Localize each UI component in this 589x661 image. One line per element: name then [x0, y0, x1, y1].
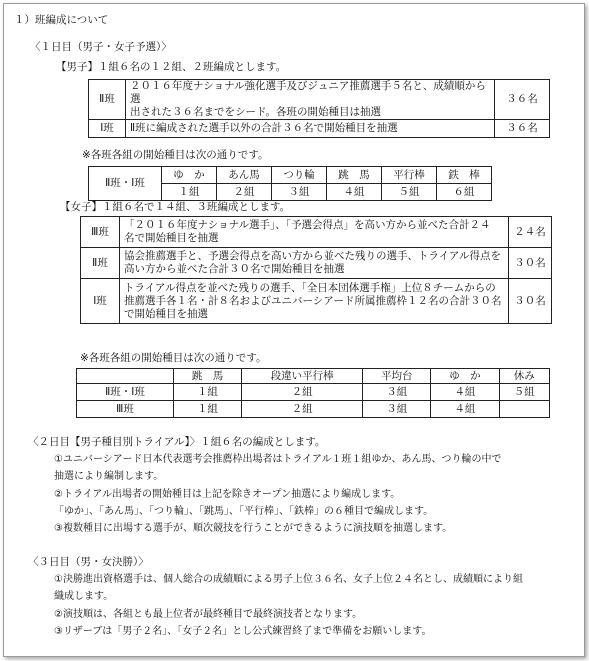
group-cell: Ⅱ班 — [81, 248, 120, 279]
apparatus-cell: 跳 馬 — [174, 369, 242, 384]
day3-line: 織成します。 — [54, 591, 114, 602]
table-row — [81, 217, 552, 248]
desc-line: で開始種目を抽選 — [124, 307, 208, 320]
group-cell: １組 — [174, 384, 242, 401]
group-cell: １組 — [174, 401, 242, 418]
day2-line: ①ユニバーシアード日本代表選考会推薦枠出場者はトライアル１班１組ゆか、あん馬、つり輪の中で — [54, 454, 502, 465]
day3-title: 〈３日目（男・女決勝）〉 — [28, 556, 149, 568]
count-cell: ３０名 — [509, 279, 552, 324]
rotation-label: Ⅱ班・Ⅰ班 — [77, 384, 174, 401]
group-cell: ２組 — [242, 401, 363, 418]
rotation-label: Ⅱ班・Ⅰ班 — [89, 167, 162, 201]
apparatus-cell: ゆ か — [431, 369, 499, 384]
men-group-table — [88, 79, 550, 138]
count-cell: ３０名 — [509, 248, 552, 279]
group-cell: ３組 — [272, 184, 327, 201]
group-cell: ２組 — [217, 184, 272, 201]
apparatus-cell: 平均台 — [363, 369, 431, 384]
men-rotation-table — [88, 166, 492, 201]
day2-line: 「ゆか」、「あん馬」、「つり輪」、「跳馬」、「平行棒」、「鉄棒」の６種目で編成します。 — [54, 506, 434, 517]
apparatus-cell: 休み — [499, 369, 550, 384]
apparatus-cell: ゆ か — [162, 167, 217, 184]
desc-line: 名で開始種目を抽選 — [124, 232, 219, 244]
desc-cell — [120, 248, 509, 279]
section-heading: １）班編成について — [14, 14, 109, 26]
desc-line: 高い方から並べた合計３０名で開始種目を抽選 — [124, 263, 345, 275]
day2-line: ③複数種目に出場する選手が、順次競技を行うことができるように演技順を抽選します。 — [54, 523, 453, 534]
desc-line: 協会推薦選手と、予選会得点を高い方から並べた残りの選手、トライアル得点を — [124, 250, 501, 262]
desc-cell — [120, 279, 509, 324]
desc-cell — [120, 217, 509, 248]
table-row — [89, 167, 492, 184]
apparatus-cell: 跳 馬 — [327, 167, 382, 184]
table-row — [89, 80, 550, 120]
desc-line: 推薦選手各１名・計８名およびユニバーシアード所属推薦枠１２名の合計３０名 — [124, 294, 502, 307]
group-cell: ３組 — [363, 401, 431, 418]
women-intro: 【女子】１組６名で１４組、３班編成とします。 — [60, 201, 291, 213]
apparatus-cell: つり輪 — [272, 167, 327, 184]
group-cell: ５組 — [382, 184, 437, 201]
day3-line: ③リザーブは「男子２名」、「女子２名」とし公式練習終了まで準備をお願いします。 — [54, 626, 432, 637]
day1-title: 〈１日目（男子・女子予選）〉 — [30, 41, 172, 53]
document-frame — [3, 3, 585, 657]
desc-line: 「２０１６年度ナショナル選手」、「予選会得点」を高い方から並べた合計２４ — [124, 219, 491, 231]
group-cell: ４組 — [431, 384, 499, 401]
day2-line: 抽選により編制します。 — [54, 471, 164, 482]
desc-cell — [126, 80, 495, 120]
count-cell: ３６名 — [495, 80, 550, 120]
table-row — [77, 401, 550, 418]
desc-cell: Ⅱ班に編成された選手以外の合計３６名で開始種目を抽選 — [126, 120, 495, 138]
day3-line: ①決勝進出資格選手は、個人総合の成績順による男子上位３６名、女子上位２４名とし、成績順により組 — [54, 574, 523, 585]
men-rotation-note: ※各班各組の開始種目は次の通りです。 — [82, 149, 269, 161]
rotation-label: Ⅲ班 — [77, 401, 174, 418]
group-cell: ３組 — [363, 384, 431, 401]
table-row — [77, 384, 550, 401]
group-cell: ４組 — [431, 401, 499, 418]
women-rotation-table — [76, 368, 550, 418]
group-cell: ４組 — [327, 184, 382, 201]
women-rotation-note: ※各班各組の開始種目は次の通りです。 — [80, 352, 267, 364]
day2-title: 〈２日目【男子種目別トライアル】〉１組６名の編成とします。 — [28, 436, 326, 448]
group-cell: ５組 — [499, 384, 550, 401]
day2-line: ②トライアル出場者の開始種目は上記を除きオープン抽選により編成します。 — [54, 489, 401, 500]
apparatus-cell: 平行棒 — [382, 167, 437, 184]
apparatus-cell: 鉄 棒 — [437, 167, 492, 184]
desc-line: ２０１６年度ナショナル強化選手及びジュニア推薦選手５名と、成績順から選 — [130, 80, 486, 105]
day3-line: ②演技順は、各組とも最上位者が最終種目で最終演技者となります。 — [54, 609, 363, 620]
group-cell: ２組 — [242, 384, 363, 401]
desc-line: 出された３６名までをシード。各班の開始種目は抽選 — [130, 106, 382, 118]
women-group-table — [80, 216, 552, 324]
desc-line: トライアル得点を並べた残りの選手、「全日本団体選手権」上位８チームからの — [124, 281, 496, 294]
group-cell: Ⅲ班 — [81, 217, 120, 248]
group-cell — [499, 401, 550, 418]
blank-cell — [77, 369, 174, 384]
men-intro: 【男子】１組６名の１２組、２班編成とします。 — [56, 61, 287, 73]
table-row — [81, 248, 552, 279]
table-row — [77, 369, 550, 384]
group-cell: ６組 — [437, 184, 492, 201]
table-row — [81, 279, 552, 324]
group-cell: Ⅰ班 — [89, 120, 126, 138]
count-cell: ３６名 — [495, 120, 550, 138]
group-cell: Ⅱ班 — [89, 80, 126, 120]
table-row — [89, 120, 550, 138]
group-cell: Ⅰ班 — [81, 279, 120, 324]
group-cell: １組 — [162, 184, 217, 201]
apparatus-cell: 段違い平行棒 — [242, 369, 363, 384]
count-cell: ２４名 — [509, 217, 552, 248]
apparatus-cell: あん馬 — [217, 167, 272, 184]
